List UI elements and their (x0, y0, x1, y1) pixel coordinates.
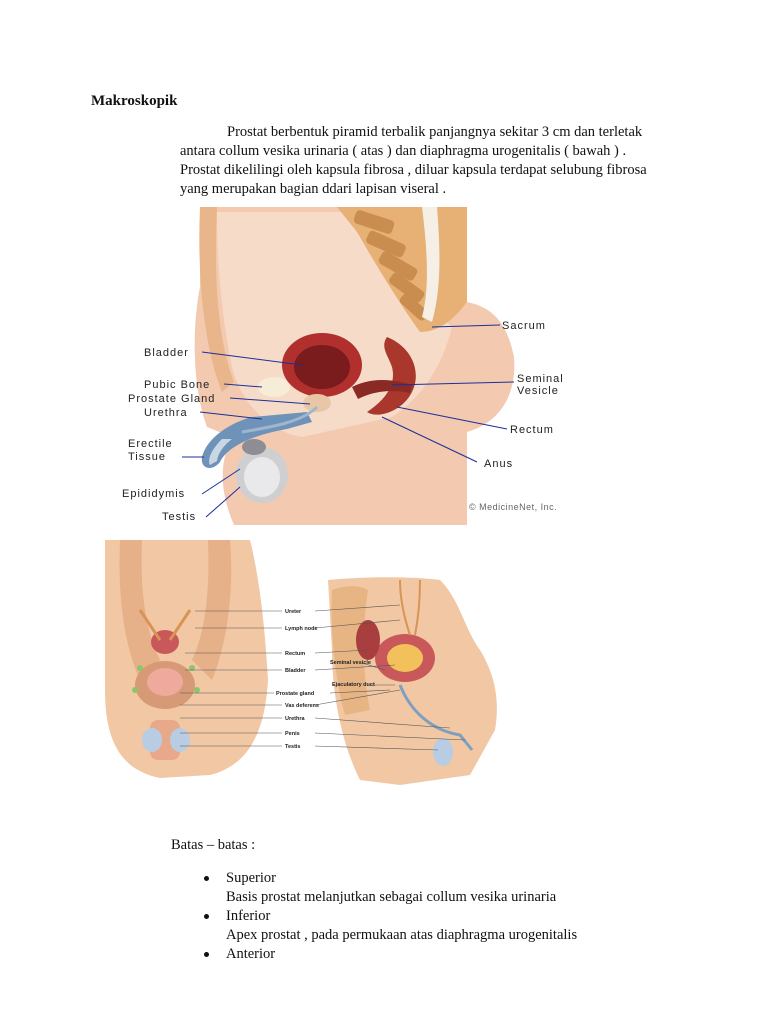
label-lymph-node: Lymph node (285, 626, 318, 632)
boundary-label: Inferior (226, 908, 271, 924)
label-bladder-2: Bladder (285, 668, 306, 674)
label-anus: Anus (484, 458, 514, 470)
label-epididymis: Epididymis (122, 488, 186, 500)
boundary-label: Superior (226, 870, 276, 886)
boundary-desc: Basis prostat melanjutkan sebagai collum vesika urinaria (226, 889, 557, 905)
label-ureter: Ureter (285, 609, 302, 615)
list-item-inferior (200, 907, 577, 945)
label-testis-2: Testis (285, 744, 301, 750)
intro-paragraph (180, 123, 680, 199)
frontal-sagittal-figure (100, 540, 520, 795)
boundaries-list (200, 869, 577, 964)
list-item-superior (200, 869, 577, 907)
label-vas-deferens: Vas deferens (285, 703, 319, 709)
label-testis: Testis (162, 511, 197, 523)
copyright-text: © MedicineNet, Inc. (469, 502, 558, 512)
label-prostate-gland-2: Prostate gland (276, 691, 315, 697)
sagittal-anatomy-figure (122, 207, 592, 525)
boundary-label: Anterior (226, 946, 276, 962)
label-bladder: Bladder (144, 347, 189, 359)
label-rectum-2: Rectum (285, 651, 306, 657)
boundaries-title: Batas – batas : (171, 837, 256, 853)
paragraph-line: Prostat berbentuk piramid terbalik panjangnya sekitar 3 cm dan terletak (227, 124, 643, 140)
label-tissue: Tissue (128, 451, 166, 463)
label-sacrum: Sacrum (502, 320, 546, 332)
label-penis: Penis (285, 731, 300, 737)
paragraph-line: antara collum vesika urinaria ( atas ) dan diaphragma urogenitalis ( bawah ) . (180, 143, 627, 159)
paragraph-line: Prostat dikelilingi oleh kapsula fibrosa , diluar kapsula terdapat selubung fibrosa (180, 162, 647, 178)
label-rectum: Rectum (510, 424, 554, 436)
paragraph-line: yang merupakan bagian ddari lapisan viseral . (180, 181, 447, 197)
label-ejaculatory-duct: Ejaculatory duct (332, 682, 375, 688)
label-vesicle: Vesicle (517, 385, 559, 397)
label-pubic-bone: Pubic Bone (144, 379, 211, 391)
label-erectile: Erectile (128, 438, 173, 450)
label-urethra: Urethra (144, 407, 188, 419)
label-urethra-2: Urethra (285, 716, 305, 722)
section-heading: Makroskopik (91, 93, 178, 109)
list-item-anterior (200, 945, 577, 964)
label-seminal-vesicle: Seminal vesicle (330, 660, 371, 666)
label-seminal: Seminal (517, 373, 564, 385)
boundary-desc: Apex prostat , pada permukaan atas diaphragma urogenitalis (226, 927, 578, 943)
label-prostate-gland: Prostate Gland (128, 393, 216, 405)
